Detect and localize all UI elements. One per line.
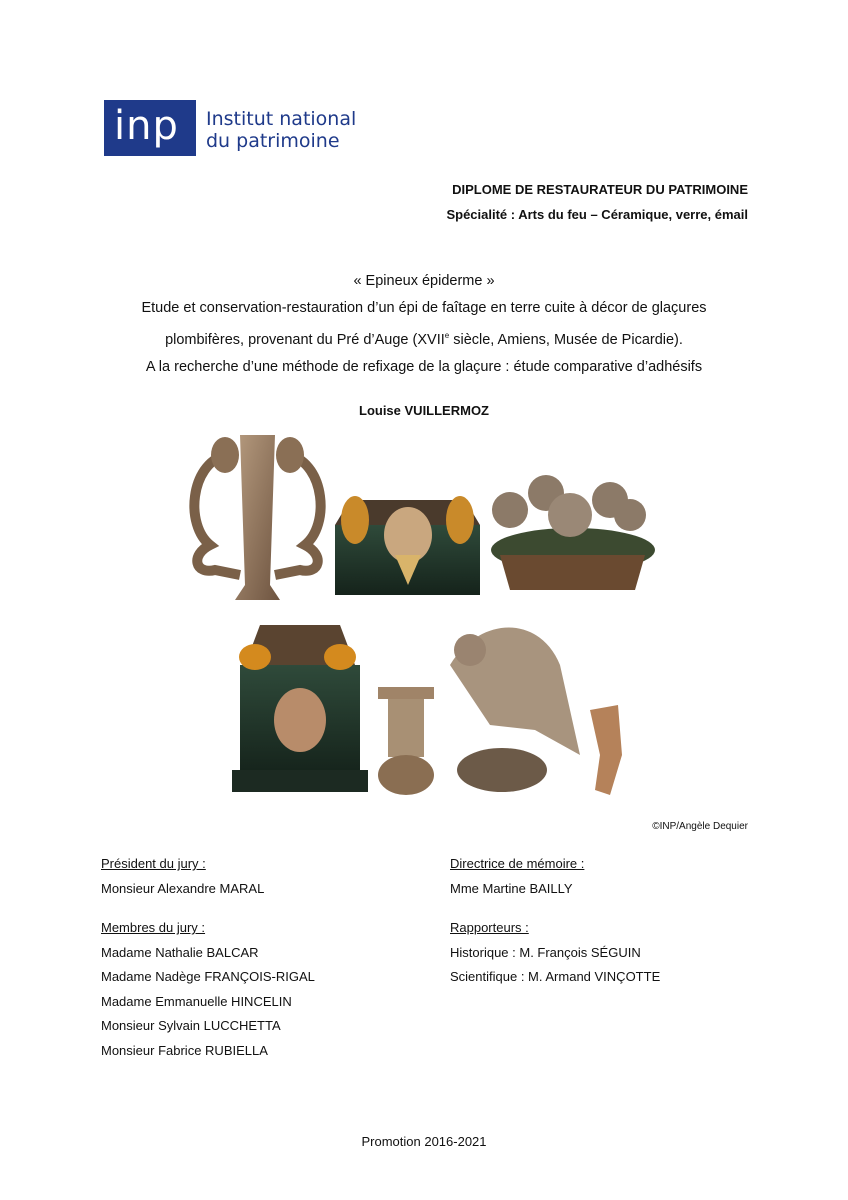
artifact-glazed-face-base <box>335 496 480 595</box>
logo-line-2: du patrimoine <box>206 130 340 152</box>
thesis-title <box>60 268 788 381</box>
artifact-green-block <box>232 625 368 792</box>
reporter: Historique : M. François SÉGUIN <box>450 944 641 960</box>
artifact-lyre-finial <box>194 435 320 600</box>
jury-member: Madame Nathalie BALCAR <box>101 944 259 960</box>
title-line-3: A la recherche d’une méthode de refixage de la glaçure : étude comparative d’adhésifs <box>145 358 703 375</box>
title-sup: e <box>444 331 450 340</box>
title-line-2a: plombifères, provenant du Pré d’Auge (XVII <box>165 331 445 348</box>
jury-member: Monsieur Fabrice RUBIELLA <box>101 1042 268 1058</box>
title-line-2b: siècle, Amiens, Musée de Picardie). <box>449 331 683 348</box>
author-name: Louise VUILLERMOZ <box>359 403 489 418</box>
jury-member: Monsieur Sylvain LUCCHETTA <box>101 1018 281 1033</box>
director-name: Mme Martine BAILLY <box>450 880 573 896</box>
title-line-2 <box>60 322 788 354</box>
title-quote: « Epineux épiderme » <box>353 273 495 289</box>
logo-mark-text: inp <box>114 103 179 149</box>
title-line-1: Etude et conservation-restauration d’un épi de faîtage en terre cuite à décor de glaçures <box>141 300 707 316</box>
members-label: Membres du jury : <box>101 920 206 935</box>
artifact-ring-with-heads <box>491 475 655 590</box>
jury-member: Madame Nadège FRANÇOIS-RIGAL <box>101 969 315 984</box>
jury-member: Madame Emmanuelle HINCELIN <box>101 993 292 1009</box>
jury-left-column <box>101 852 315 1063</box>
jury-right-column <box>450 852 660 990</box>
reporters-label: Rapporteurs : <box>450 920 529 935</box>
logo-line-1: Institut national <box>206 108 357 130</box>
director-label: Directrice de mémoire : <box>450 856 585 871</box>
diploma-title: DIPLOME DE RESTAURATEUR DU PATRIMOINE <box>452 182 748 197</box>
president-name: Monsieur Alexandre MARAL <box>101 880 265 896</box>
artifacts-photo <box>180 425 670 805</box>
artifact-small-column <box>378 687 434 795</box>
artifact-fragment <box>590 705 622 795</box>
promotion: Promotion 2016-2021 <box>361 1134 487 1149</box>
reporter: Scientifique : M. Armand VINÇOTTE <box>450 969 661 984</box>
logo-text <box>206 108 356 152</box>
inp-logo <box>104 100 356 156</box>
inp-logo-mark <box>104 100 196 156</box>
speciality: Spécialité : Arts du feu – Céramique, verre, émail <box>446 207 748 222</box>
president-label: Président du jury : <box>101 856 206 871</box>
artifact-bird <box>450 628 580 793</box>
photo-credit: ©INP/Angèle Dequier <box>652 821 748 832</box>
